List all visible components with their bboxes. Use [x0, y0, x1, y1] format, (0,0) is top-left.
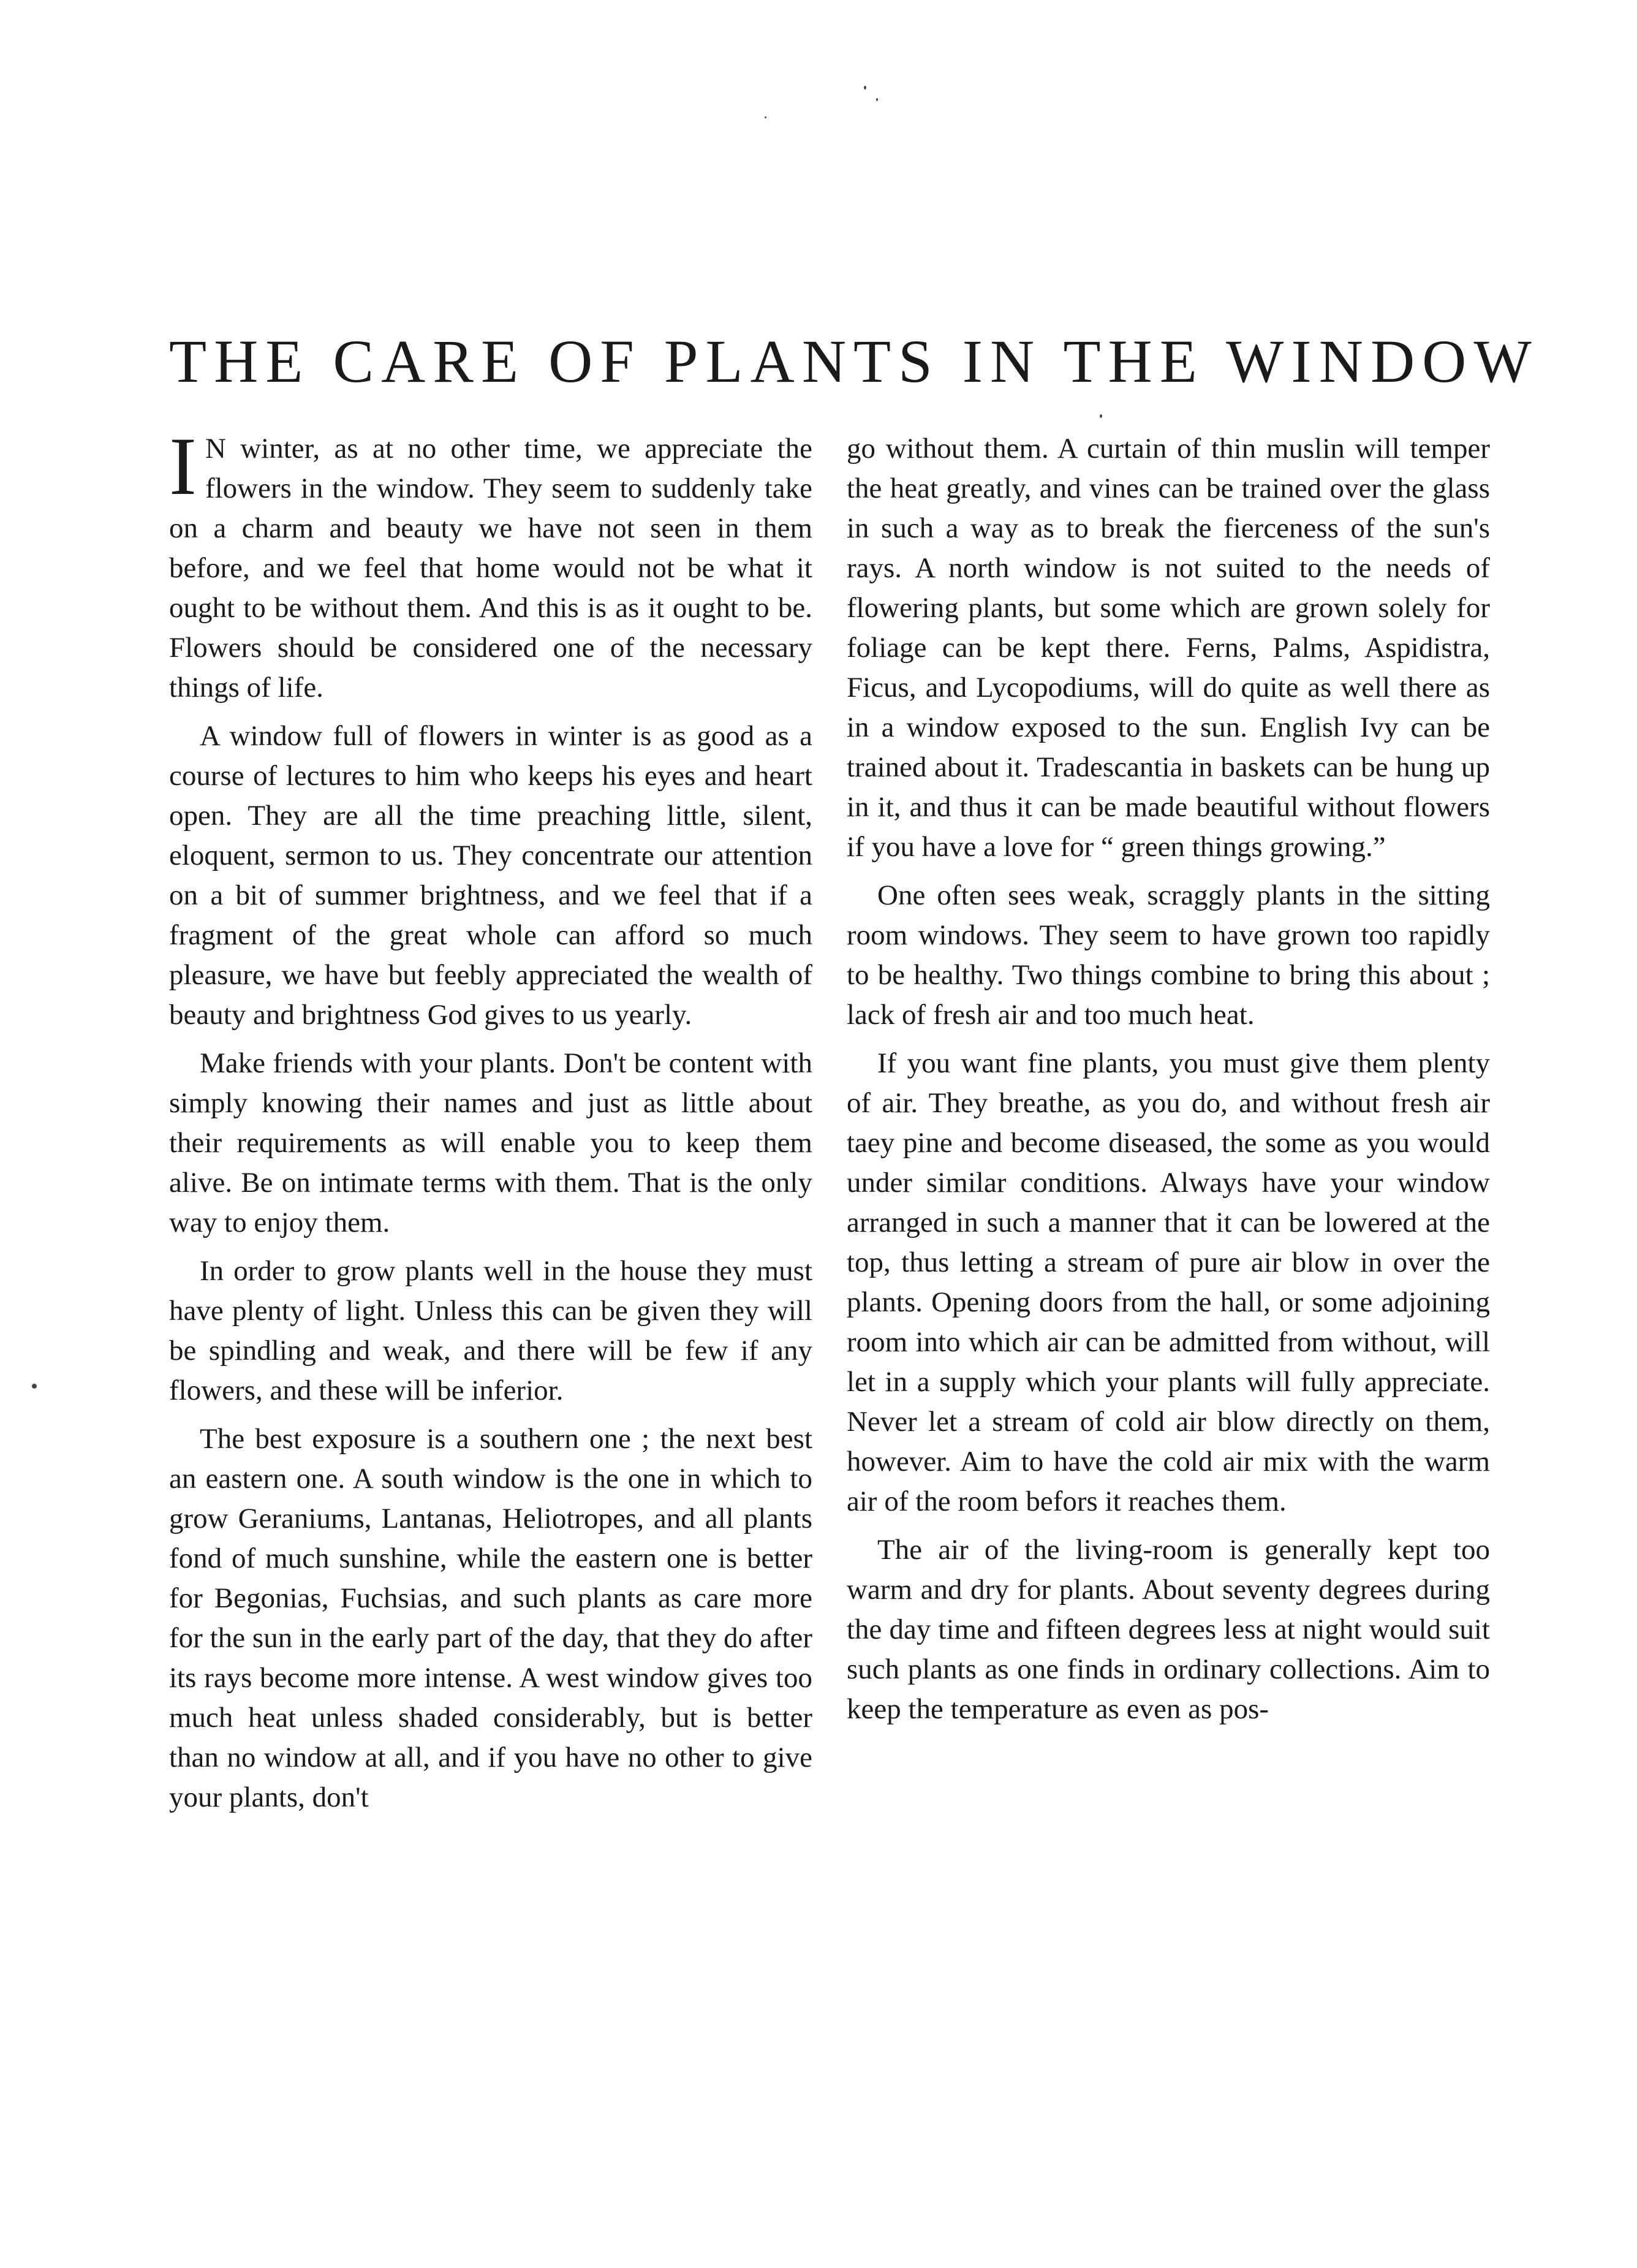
- paragraph: One often sees weak, scraggly plants in the sitting room windows. They seem to have grown too rapidly to be healthy. Two things combine to bring this about ; lack of fresh air and too much heat.: [847, 879, 1490, 1031]
- scan-speck: [876, 98, 878, 101]
- left-column: [169, 421, 812, 1826]
- right-column: [847, 429, 1490, 1738]
- paragraph: If you want fine plants, you must give them plenty of air. They breathe, as you do, and without fresh air taey pine and become diseased, the some as you would under similar conditions. Always have your window arranged in such a manner that it can be lowered at the top, thus letting a stream of pure air blow in over the plants. Opening doors from the hall, or some adjoining room into which air can be admitted from without, will let in a supply which your plants will fully appreciate. Never let a stream of cold air blow directly on them, however. Aim to have the cold air mix with the warm air of the room befors it reaches them.: [847, 1047, 1490, 1517]
- scan-speck: [864, 86, 866, 89]
- scan-speck: [765, 116, 766, 118]
- paragraph: [169, 421, 812, 708]
- drop-cap: I: [169, 421, 197, 512]
- scan-speck: [32, 1384, 37, 1389]
- paragraph-text: N winter, as at no other time, we appreciate the flowers in the window. They seem to suddenly take on a charm and beauty we have not seen in them before, and we feel that home would not be what it ought to be without them. And this is as it ought to be. Flowers should be considered one of the necessary things of life.: [169, 433, 812, 704]
- paragraph: In order to grow plants well in the house they must have plenty of light. Unless this can be given they will be spindling and weak, and there will be few if any flowers, and these will be inferior.: [169, 1255, 812, 1406]
- article-title: THE CARE OF PLANTS IN THE WINDOW: [169, 327, 1539, 395]
- paragraph: The air of the living-room is generally kept too warm and dry for plants. About seventy degrees during the day time and fifteen degrees less at night would suit such plants as one finds in ordinary collections. Aim to keep the temperature as even as pos-: [847, 1534, 1490, 1725]
- paragraph-continued: go without them. A curtain of thin muslin will temper the heat greatly, and vines can be trained over the glass in such a way as to break the fierceness of the sun's rays. A north window is not suited to the needs of flowering plants, but some which are grown solely for foliage can be kept there. Ferns, Palms, Aspidistra, Ficus, and Lycopodiums, will do quite as well there as in a window exposed to the sun. English Ivy can be trained about it. Tradescantia in baskets can be hung up in it, and thus it can be made beautiful without flowers if you have a love for “ green things growing.”: [847, 433, 1490, 863]
- paragraph: The best exposure is a southern one ; the next best an eastern one. A south window is the one in which to grow Geraniums, Lantanas, Heliotropes, and all plants fond of much sunshine, while the eastern one is better for Begonias, Fuchsias, and such plants as care more for the sun in the early part of the day, that they do after its rays become more intense. A west window gives too much heat unless shaded considerably, but is better than no window at all, and if you have no other to give your plants, don't: [169, 1423, 812, 1813]
- paragraph: Make friends with your plants. Don't be content with simply knowing their names and just as little about their requirements as will enable you to keep them alive. Be on intimate terms with them. That is the only way to enjoy them.: [169, 1047, 812, 1238]
- scan-speck: [1100, 414, 1102, 418]
- paragraph: A window full of flowers in winter is as good as a course of lectures to him who keeps his eyes and heart open. They are all the time preaching little, silent, eloquent, sermon to us. They concentrate our attention on a bit of summer brightness, and we feel that if a fragment of the great whole can afford so much pleasure, we have but feebly appreciated the wealth of beauty and brightness God gives to us yearly.: [169, 720, 812, 1031]
